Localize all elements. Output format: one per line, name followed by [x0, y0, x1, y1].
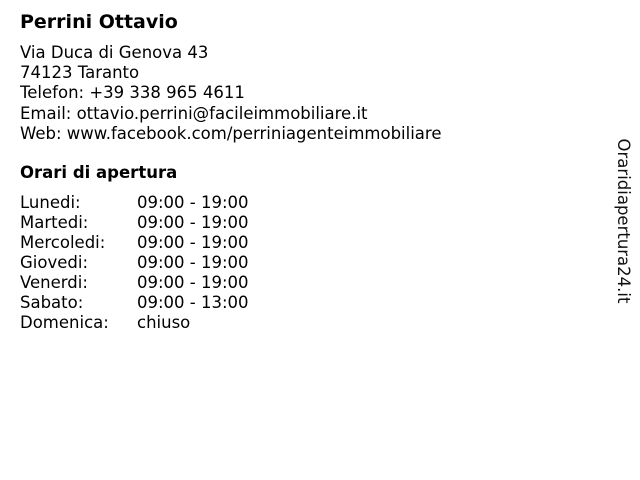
day-label: Domenica: — [20, 313, 109, 332]
time-value: 09:00 - 19:00 — [137, 193, 249, 212]
address-street: Via Duca di Genova 43 — [20, 43, 209, 62]
web-text: Web: www.facebook.com/perriniagenteimmobiliare — [20, 123, 442, 143]
time-value: 09:00 - 19:00 — [137, 253, 249, 272]
time-value: 09:00 - 19:00 — [137, 273, 249, 292]
time-value: chiuso — [137, 313, 191, 332]
business-name: Perrini Ottavio — [20, 11, 178, 33]
day-label: Venerdi: — [20, 273, 88, 292]
site-watermark: Oraridiapertura24.it — [614, 138, 633, 304]
contact-block — [20, 43, 441, 144]
address-city: 74123 Taranto — [20, 63, 140, 83]
day-label: Sabato: — [20, 293, 84, 312]
day-label: Mercoledi: — [20, 233, 106, 252]
phone-text: Telefon: +39 338 965 4611 — [20, 83, 245, 103]
time-value: 09:00 - 19:00 — [137, 213, 249, 232]
email-text: Email: ottavio.perrini@facileimmobiliare.it — [20, 103, 368, 123]
time-value: 09:00 - 13:00 — [137, 293, 249, 312]
time-value: 09:00 - 19:00 — [137, 233, 249, 252]
day-label: Giovedi: — [20, 253, 88, 272]
day-label: Martedi: — [20, 213, 89, 232]
day-label: Lunedi: — [20, 193, 81, 212]
hours-heading: Orari di apertura — [20, 163, 178, 182]
